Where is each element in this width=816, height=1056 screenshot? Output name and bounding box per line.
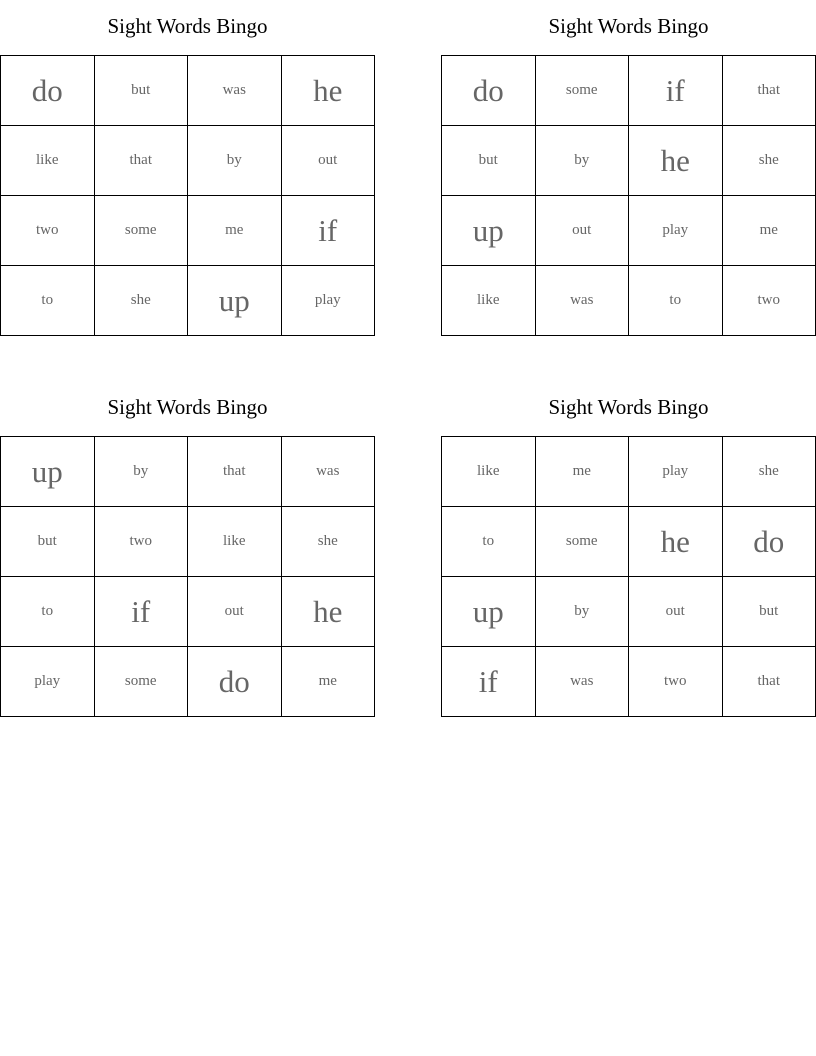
bingo-cell: out <box>188 577 282 647</box>
bingo-card <box>441 0 816 336</box>
bingo-cell: if <box>95 577 189 647</box>
bingo-cell: like <box>442 437 536 507</box>
bingo-cell: two <box>629 647 723 717</box>
bingo-cell: he <box>629 126 723 196</box>
bingo-cell: out <box>629 577 723 647</box>
bingo-cell: she <box>723 437 816 507</box>
bingo-cell: to <box>442 507 536 577</box>
bingo-cell: she <box>95 266 189 336</box>
bingo-cell: was <box>282 437 376 507</box>
bingo-cell: out <box>282 126 376 196</box>
bingo-cell: up <box>442 196 536 266</box>
bingo-cell: to <box>1 577 95 647</box>
bingo-cell: he <box>282 56 376 126</box>
bingo-cell: by <box>536 126 630 196</box>
bingo-cell: like <box>188 507 282 577</box>
bingo-cell: like <box>1 126 95 196</box>
bingo-cell: me <box>723 196 816 266</box>
bingo-cell: me <box>536 437 630 507</box>
bingo-cell: that <box>95 126 189 196</box>
bingo-cell: but <box>723 577 816 647</box>
card-title: Sight Words Bingo <box>548 14 709 38</box>
bingo-cell: by <box>188 126 282 196</box>
bingo-cell: up <box>188 266 282 336</box>
card-title: Sight Words Bingo <box>107 14 268 38</box>
bingo-cell: some <box>95 196 189 266</box>
bingo-cell: by <box>536 577 630 647</box>
bingo-cell: but <box>1 507 95 577</box>
bingo-cell: me <box>188 196 282 266</box>
bingo-cell: play <box>629 196 723 266</box>
bingo-cell: do <box>1 56 95 126</box>
bingo-card <box>0 381 375 717</box>
bingo-cell: up <box>442 577 536 647</box>
bingo-cell: that <box>723 647 816 717</box>
bingo-cell: do <box>442 56 536 126</box>
bingo-cell: was <box>536 647 630 717</box>
bingo-cell: two <box>1 196 95 266</box>
bingo-cell: some <box>536 507 630 577</box>
bingo-cell: two <box>95 507 189 577</box>
bingo-cell: but <box>95 56 189 126</box>
bingo-cell: some <box>95 647 189 717</box>
bingo-cell: but <box>442 126 536 196</box>
bingo-cell: some <box>536 56 630 126</box>
bingo-cell: if <box>442 647 536 717</box>
bingo-cell: me <box>282 647 376 717</box>
bingo-grid <box>441 55 816 336</box>
bingo-cell: that <box>723 56 816 126</box>
bingo-cell: was <box>188 56 282 126</box>
bingo-card <box>441 381 816 717</box>
bingo-grid <box>0 436 375 717</box>
bingo-cell: like <box>442 266 536 336</box>
bingo-cell: that <box>188 437 282 507</box>
bingo-grid <box>441 436 816 717</box>
bingo-cell: she <box>282 507 376 577</box>
bingo-cell: do <box>723 507 816 577</box>
card-title: Sight Words Bingo <box>107 395 268 419</box>
bingo-cell: play <box>1 647 95 717</box>
bingo-cell: he <box>629 507 723 577</box>
bingo-cell: if <box>629 56 723 126</box>
bingo-cell: do <box>188 647 282 717</box>
bingo-cell: by <box>95 437 189 507</box>
bingo-cell: if <box>282 196 376 266</box>
card-title: Sight Words Bingo <box>548 395 709 419</box>
bingo-cell: up <box>1 437 95 507</box>
bingo-cell: two <box>723 266 816 336</box>
bingo-cell: to <box>629 266 723 336</box>
bingo-cell: play <box>629 437 723 507</box>
bingo-card <box>0 0 375 336</box>
bingo-cell: play <box>282 266 376 336</box>
bingo-cell: he <box>282 577 376 647</box>
bingo-grid <box>0 55 375 336</box>
bingo-cell: was <box>536 266 630 336</box>
bingo-cell: out <box>536 196 630 266</box>
bingo-cell: to <box>1 266 95 336</box>
bingo-cell: she <box>723 126 816 196</box>
